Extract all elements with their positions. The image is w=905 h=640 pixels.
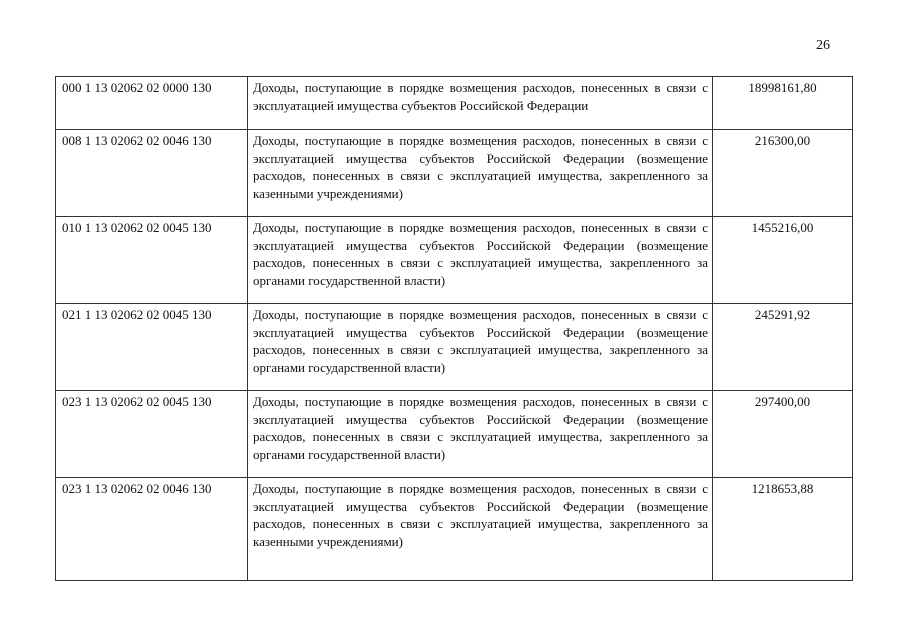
budget-code-cell: 010 1 13 02062 02 0045 130 [56, 217, 248, 304]
page-number: 26 [816, 38, 830, 53]
amount-cell: 18998161,80 [713, 77, 853, 130]
amount-cell: 297400,00 [713, 391, 853, 478]
amount-cell: 1218653,88 [713, 478, 853, 581]
description-cell [248, 77, 713, 130]
description-text: Доходы, поступающие в порядке возмещения расходов, понесенных в связи с эксплуатацией имущества субъектов Российской Федерации (возмещение расходов, понесенных в связи с эксплуатацией имущества, закрепленного за казенными учреждениями) [253, 481, 708, 549]
description-cell [248, 130, 713, 217]
budget-code-cell: 023 1 13 02062 02 0045 130 [56, 391, 248, 478]
amount-cell: 216300,00 [713, 130, 853, 217]
description-text: Доходы, поступающие в порядке возмещения расходов, понесенных в связи с эксплуатацией имущества субъектов Российской Федерации (возмещение расходов, понесенных в связи с эксплуатацией имущества, закрепленного за органами государственной власти) [253, 394, 708, 462]
description-text: Доходы, поступающие в порядке возмещения расходов, понесенных в связи с эксплуатацией имущества субъектов Российской Федерации (возмещение расходов, понесенных в связи с эксплуатацией имущества, закрепленного за казенными учреждениями) [253, 133, 708, 201]
description-cell [248, 478, 713, 581]
budget-code-cell: 008 1 13 02062 02 0046 130 [56, 130, 248, 217]
amount-cell: 1455216,00 [713, 217, 853, 304]
revenue-table [55, 76, 853, 581]
table-row [56, 391, 853, 478]
table-row [56, 304, 853, 391]
table-row [56, 478, 853, 581]
table-row [56, 77, 853, 130]
description-cell [248, 217, 713, 304]
description-cell [248, 304, 713, 391]
description-text: Доходы, поступающие в порядке возмещения расходов, понесенных в связи с эксплуатацией имущества субъектов Российской Федерации (возмещение расходов, понесенных в связи с эксплуатацией имущества, закрепленного за органами государственной власти) [253, 220, 708, 288]
budget-code-cell: 021 1 13 02062 02 0045 130 [56, 304, 248, 391]
table-row [56, 130, 853, 217]
description-text: Доходы, поступающие в порядке возмещения расходов, понесенных в связи с эксплуатацией имущества субъектов Российской Федерации [253, 80, 708, 113]
table-row [56, 217, 853, 304]
amount-cell: 245291,92 [713, 304, 853, 391]
budget-code-cell: 023 1 13 02062 02 0046 130 [56, 478, 248, 581]
budget-code-cell: 000 1 13 02062 02 0000 130 [56, 77, 248, 130]
description-cell [248, 391, 713, 478]
description-text: Доходы, поступающие в порядке возмещения расходов, понесенных в связи с эксплуатацией имущества субъектов Российской Федерации (возмещение расходов, понесенных в связи с эксплуатацией имущества, закрепленного за органами государственной власти) [253, 307, 708, 375]
